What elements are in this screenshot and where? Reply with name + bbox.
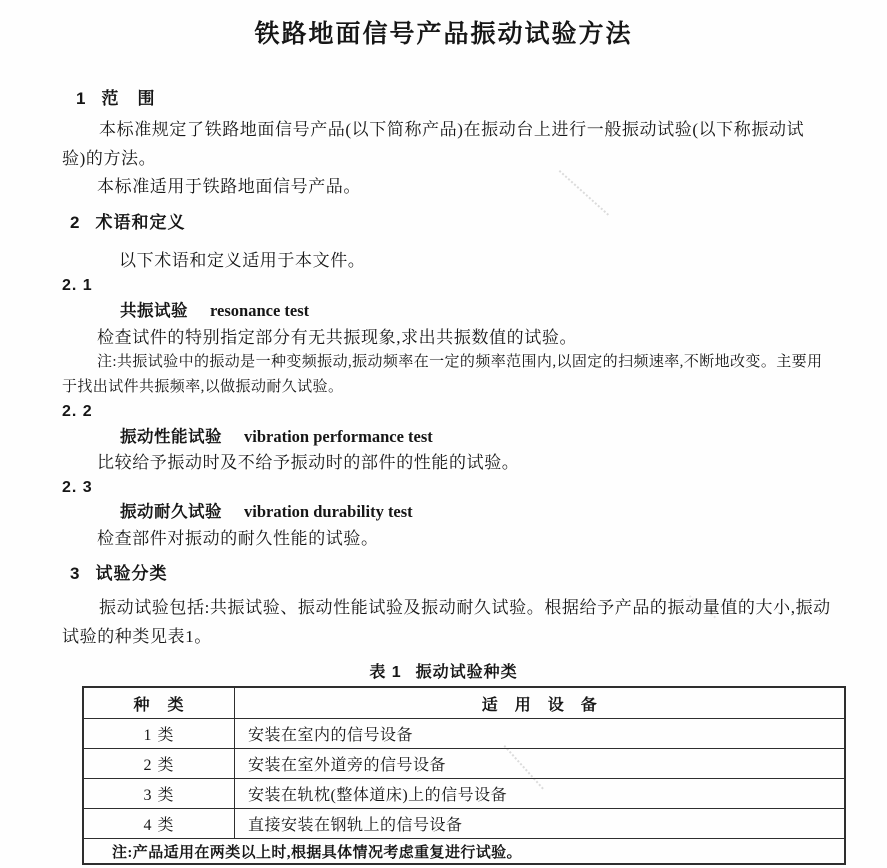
table-caption (0, 659, 887, 682)
scope-paragraph-line: 本标准规定了铁路地面信号产品(以下简称产品)在振动台上进行一般振动试验(以下称振动试 (99, 120, 805, 139)
column-header-equipment: 适 用 设 备 (481, 696, 598, 714)
term-en: vibration performance test (244, 427, 433, 446)
section-2-heading (70, 213, 185, 233)
section-1-heading (76, 89, 155, 109)
table-caption-label: 表 1 (369, 664, 402, 681)
cell-equipment: 直接安装在钢轨上的信号设备 (248, 817, 463, 834)
section-2-title: 术语和定义 (95, 213, 186, 232)
column-header-type: 种 类 (84, 688, 235, 718)
cell-type: 4 类 (84, 809, 235, 838)
table-row (84, 808, 844, 838)
table-row (84, 778, 844, 808)
term-zh: 振动耐久试验 (120, 503, 222, 521)
clause-number-2-1: 2. 1 (62, 277, 93, 294)
term-definition: 检查部件对振动的耐久性能的试验。 (97, 529, 379, 548)
table-caption-text: 振动试验种类 (415, 664, 518, 681)
cell-equipment: 安装在室外道旁的信号设备 (248, 757, 447, 774)
clause-number-2-2: 2. 2 (62, 403, 93, 420)
cell-equipment: 安装在轨枕(整体道床)上的信号设备 (248, 787, 508, 804)
cell-type: 1 类 (84, 719, 235, 748)
term-resonance-test (120, 302, 309, 321)
section-1-number: 1 (76, 89, 87, 108)
classification-paragraph-line: 振动试验包括:共振试验、振动性能试验及振动耐久试验。根据给予产品的振动量值的大小,振动 (99, 598, 831, 617)
term-en: vibration durability test (244, 502, 413, 521)
term-vibration-performance-test (120, 428, 433, 447)
section-2-number: 2 (70, 213, 81, 232)
terms-intro: 以下术语和定义适用于本文件。 (119, 251, 366, 270)
document-title: 铁路地面信号产品振动试验方法 (254, 20, 633, 48)
cell-type: 3 类 (84, 779, 235, 808)
vibration-test-types-table (82, 686, 846, 865)
scan-artifact (559, 170, 609, 216)
table-row (84, 718, 844, 748)
section-1-title: 范 围 (101, 89, 156, 108)
table-row (84, 748, 844, 778)
cell-equipment: 安装在室内的信号设备 (248, 727, 414, 744)
section-3-heading (70, 564, 167, 584)
term-vibration-durability-test (120, 503, 413, 522)
term-en: resonance test (210, 301, 310, 320)
table-header-row (84, 688, 844, 718)
section-3-number: 3 (70, 564, 81, 583)
table-note: 注:产品适用在两类以上时,根据具体情况考虑重复进行试验。 (84, 838, 844, 863)
classification-paragraph-line: 试验的种类见表1。 (62, 627, 212, 646)
term-zh: 振动性能试验 (120, 428, 222, 446)
scope-paragraph-line: 验)的方法。 (62, 149, 157, 168)
term-definition: 比较给予振动时及不给予振动时的部件的性能的试验。 (97, 453, 520, 472)
cell-type: 2 类 (84, 749, 235, 778)
scope-paragraph-line: 本标准适用于铁路地面信号产品。 (97, 177, 361, 196)
section-3-title: 试验分类 (95, 564, 168, 583)
clause-number-2-3: 2. 3 (62, 479, 93, 496)
term-note-line: 于找出试件共振频率,以做振动耐久试验。 (62, 379, 344, 395)
term-zh: 共振试验 (120, 302, 188, 320)
term-note-line: 注:共振试验中的振动是一种变频振动,振动频率在一定的频率范围内,以固定的扫频速率,不断地改变。主要用 (97, 354, 823, 370)
term-definition: 检查试件的特别指定部分有无共振现象,求出共振数值的试验。 (97, 328, 578, 347)
